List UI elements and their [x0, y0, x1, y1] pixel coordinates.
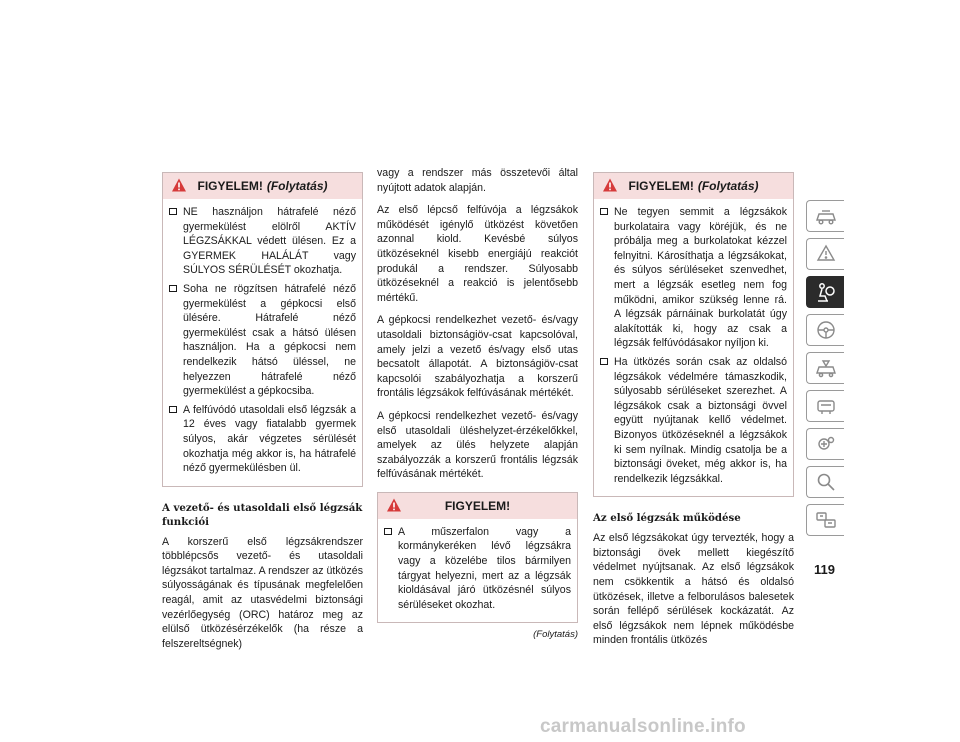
car-warning-icon — [814, 243, 838, 265]
body-paragraph: vagy a rendszer más összetevői által nyújtott adatok alapján. — [377, 167, 578, 194]
tab-multimedia[interactable] — [806, 504, 844, 536]
airbag-person-icon — [814, 281, 838, 303]
warning-item: Ha ütközés során csak az oldalsó légzsákok védelmére támaszkodik, súlyosabb sérüléseket szerezhet. A légzsákok csak a biztonsági övvel együtt nyújtanak kellő védelmet. Bizonyos ütközéseknél a légzsákok ki sem nyílnak. Mindig csatolja be a biztonsági öveket, még akkor is, ha rendelkezik légzsákkal. — [600, 355, 787, 486]
warning-title: FIGYELEM! — [628, 179, 694, 193]
warning-triangle-icon — [602, 177, 618, 193]
warning-triangle-icon — [386, 497, 402, 513]
checkbox-square-icon — [600, 358, 608, 365]
tab-emergency[interactable] — [806, 352, 844, 384]
column-1 — [162, 172, 363, 659]
page-number: 119 — [814, 562, 835, 577]
warning-body — [163, 199, 362, 486]
warning-box-continued — [162, 172, 363, 487]
car-service-icon — [814, 395, 838, 417]
warning-box — [377, 492, 578, 624]
checkbox-square-icon — [169, 285, 177, 292]
checkbox-square-icon — [384, 528, 392, 535]
column-3 — [593, 172, 794, 656]
car-emergency-icon — [814, 357, 838, 379]
warning-box-continued — [593, 172, 794, 497]
tab-starting-driving[interactable] — [806, 314, 844, 346]
tab-warning-lights[interactable] — [806, 238, 844, 270]
warning-item: A felfúvódó utasoldali első légzsák a 12 éves vagy fiatalabb gyermek súlyos, akár végzetes sérülését okozhatja még akkor is, ha hátrafelé néző gyermekülésben ül. — [169, 403, 356, 476]
checkbox-square-icon — [169, 208, 177, 215]
column-2 — [377, 166, 578, 640]
warning-triangle-icon — [171, 177, 187, 193]
warning-header — [594, 173, 793, 199]
chapter-tabs — [806, 200, 846, 542]
continued-note: (Folytatás) — [533, 629, 578, 641]
checkbox-square-icon — [169, 406, 177, 413]
warning-title-suffix: (Folytatás) — [697, 179, 759, 193]
warning-body — [594, 199, 793, 496]
body-paragraph: A korszerű első légzsákrendszer többlépcsős vezető- és utasoldali légzsákot tartalmaz. A rendszer az ütközés súlyosságának és típusának megfelelően reagál, amit az utasvédelmi biztonsági vezérlőegység (ORC) határoz meg az elülső ütközésérzékelők (ha része a felszereltségnek) — [162, 535, 363, 650]
tab-index[interactable] — [806, 466, 844, 498]
specifications-icon — [814, 433, 838, 455]
search-icon — [814, 471, 838, 493]
body-paragraph: A gépkocsi rendelkezhet vezető- és/vagy utasoldali biztonságiöv-csat kapcsolóval, amely jelzi a vezető és/vagy első utas becsatolt állapotát. A biztonságiöv-csat kapcsolói szabályozhatja a korszerű frontális légzsákok felfúvásának mértékét. — [377, 314, 578, 400]
warning-title: FIGYELEM! — [444, 498, 511, 513]
body-paragraph: Az első lépcső felfúvója a légzsákok működését igénylő ütközést követően azonnal kiold. Kevésbé súlyos ütközéseknél kisebb energiájú reakciót produkál a rendszer. Súlyosabb ütközéseknél a reakció is jelentősebb mértékű. — [377, 204, 578, 304]
car-dashboard-icon — [814, 205, 838, 227]
tab-safety[interactable] — [806, 276, 844, 308]
steering-wheel-icon — [814, 319, 838, 341]
warning-title: FIGYELEM! — [197, 179, 263, 193]
tab-dashboard[interactable] — [806, 200, 844, 232]
body-paragraph: Az első légzsákokat úgy tervezték, hogy a biztonsági övek mellett kiegészítő védelmet nyújtsanak. Az első légzsákok nem csökkentik a hátsó és oldalsó ütközések, illetve a felborulásos balesetek során fellépő sérülések kockázatát. Az első légzsákok nem lépnek működésbe minden frontális ütközés — [593, 532, 794, 647]
tab-specifications[interactable] — [806, 428, 844, 460]
warning-title-suffix: (Folytatás) — [266, 179, 328, 193]
section-heading: Az első légzsák működése — [593, 512, 741, 525]
checkbox-square-icon — [600, 208, 608, 215]
tab-servicing[interactable] — [806, 390, 844, 422]
warning-body — [378, 519, 577, 623]
body-paragraph: A gépkocsi rendelkezhet vezető- és/vagy első utasoldali üléshelyzet-érzékelőkkel, amelyek az ülés helyzete alapján szabályozzák a korszerű frontális légzsák felfúvásának mértékét. — [377, 409, 578, 481]
multilanguage-icon — [814, 509, 838, 531]
section-heading: A vezető- és utasoldali első légzsák funkciói — [162, 501, 363, 528]
warning-item: Ne tegyen semmit a légzsákok burkolataira vagy köréjük, és ne próbálja meg a burkolatokat kézzel felnyitni. Károsíthatja a légzsákokat, és súlyos sérüléseket szenvedhet, mert a légzsák esetleg nem fog működni, amikor szükség lenne rá. A légzsák párnáinak burkolatát úgy alakították ki, hogy az csak a légzsák felfúvódásakor nyíljon ki. — [600, 205, 787, 351]
warning-item: A műszerfalon vagy a kormánykeréken lévő légzsákra vagy a közelébe tilos bármilyen tárgyat helyezni, mert az a légzsák kioldásával járó ütközésnél súlyos sérüléseket okozhat. — [384, 525, 571, 613]
warning-header — [163, 173, 362, 199]
warning-header — [378, 493, 577, 519]
warning-item: NE használjon hátrafelé néző gyermekülést elölről AKTÍV LÉGZSÁKKAL védett ülésen. Ez a GYERMEK HALÁLÁT vagy SÚLYOS SÉRÜLÉSÉT okozhatja. — [169, 205, 356, 278]
watermark: carmanualsonline.info — [540, 716, 746, 737]
warning-item: Soha ne rögzítsen hátrafelé néző gyermekülést a gépkocsi első ülésére. Hátrafelé néző gyermekülést csak a hátsó ülésen használjon. Ha a gépkocsi nem rendelkezik hátsó üléssel, ne helyezzen hátrafelé néző gyermekülést a gépkocsiba. — [169, 282, 356, 399]
